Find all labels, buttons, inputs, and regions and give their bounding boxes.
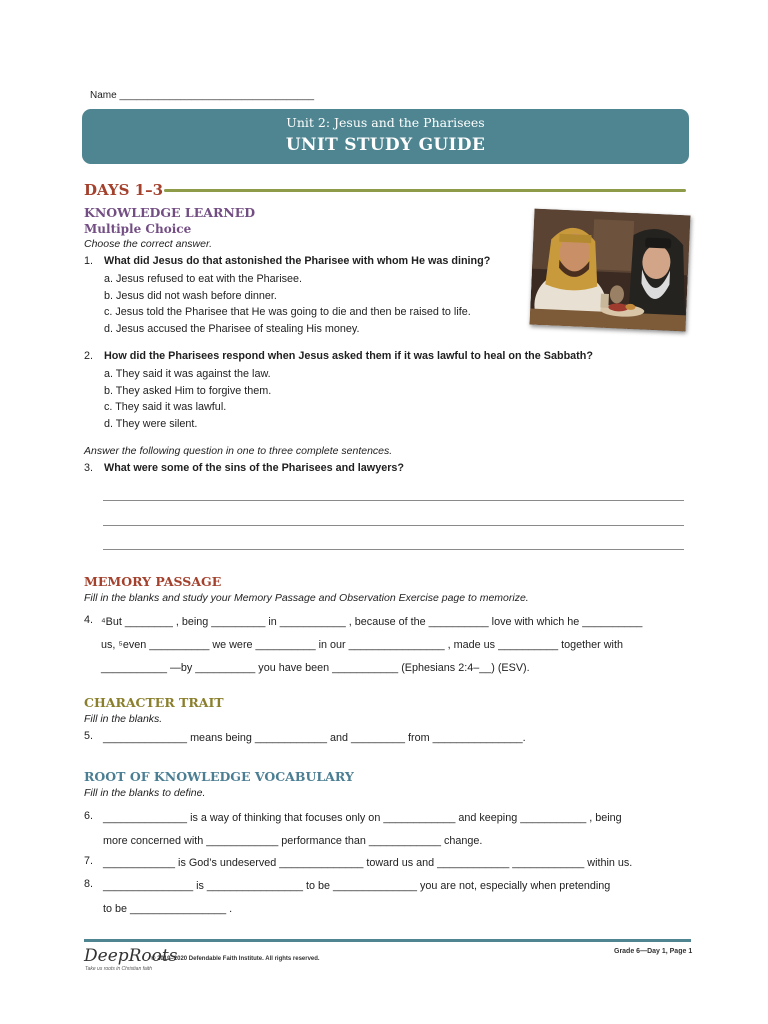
q8-number: 8. (84, 878, 94, 890)
character-trait-heading: CHARACTER TRAIT (84, 695, 224, 710)
memory-line-3[interactable]: ___________ —by __________ you have been ___________ (Ephesians 2:4–__) (ESV). (101, 662, 530, 674)
character-instruction: Fill in the blanks. (84, 713, 163, 725)
q1-option-c[interactable]: c. Jesus told the Pharisee that He was going to die and then be raised to life. (104, 306, 471, 318)
name-field[interactable]: Name ___________________________________ (90, 90, 315, 101)
page-title: UNIT STUDY GUIDE (285, 135, 486, 155)
q6-number: 6. (84, 810, 94, 822)
q2-number: 2. (84, 350, 94, 362)
vocabulary-instruction: Fill in the blanks to define. (84, 787, 206, 799)
days-heading: DAYS 1–3 (84, 181, 164, 199)
q7-number: 7. (84, 855, 94, 867)
q2-options (104, 366, 271, 432)
knowledge-heading: KNOWLEDGE LEARNED (84, 205, 256, 220)
q3-instruction: Answer the following question in one to three complete sentences. (84, 445, 393, 457)
q2-option-b[interactable]: b. They asked Him to forgive them. (104, 384, 272, 397)
answer-line[interactable] (103, 500, 684, 501)
q1-option-a[interactable]: a. Jesus refused to eat with the Pharisee. (104, 273, 303, 285)
title-banner (82, 109, 689, 164)
q1-option-b[interactable]: b. Jesus did not wash before dinner. (104, 289, 277, 302)
answer-line[interactable] (103, 549, 684, 550)
memory-passage-heading: MEMORY PASSAGE (84, 574, 222, 589)
q4-number: 4. (84, 614, 94, 626)
days-divider (164, 189, 686, 192)
q2-option-a[interactable]: a. They said it was against the law. (104, 368, 271, 380)
character-line[interactable]: ______________ means being ____________ and _________ from _______________. (103, 732, 526, 744)
q1-number: 1. (84, 255, 94, 267)
q1-options (104, 271, 471, 337)
vocab-line[interactable]: to be ________________ . (103, 903, 233, 915)
vocab-line[interactable]: ____________ is God’s undeserved ______________ toward us and ____________ ____________ within us. (103, 857, 633, 869)
logo-tagline: Take us roots in Christian faith (85, 966, 153, 972)
q1-text: What did Jesus do that astonished the Pharisee with whom He was dining? (104, 255, 491, 267)
memory-line-2[interactable]: us, ⁵even __________ we were __________ in our ________________ , made us __________ together with (101, 639, 623, 651)
memory-line-1[interactable]: ⁴But ________ , being _________ in ___________ , because of the __________ love with which he __________ (101, 616, 643, 628)
footer-divider (84, 939, 691, 942)
q3-number: 3. (84, 462, 94, 474)
vocab-line[interactable]: _______________ is ________________ to be ______________ you are not, especially when pretending (103, 880, 611, 892)
q2-text: How did the Pharisees respond when Jesus asked them if it was lawful to heal on the Sabbath? (104, 350, 593, 362)
mc-instruction: Choose the correct answer. (84, 238, 213, 250)
unit-title: Unit 2: Jesus and the Pharisees (286, 115, 485, 130)
q2-option-c[interactable]: c. They said it was lawful. (104, 401, 227, 413)
memory-instruction: Fill in the blanks and study your Memory Passage and Observation Exercise page to memorize. (84, 592, 529, 604)
deeproots-logo: DeepRoots (84, 946, 178, 966)
q5-number: 5. (84, 730, 94, 742)
vocab-line[interactable]: more concerned with ____________ performance than ____________ change. (103, 835, 483, 847)
copyright-notice: © 2019–2020 Defendable Faith Institute. All rights reserved. (151, 956, 320, 962)
q3-text: What were some of the sins of the Pharisees and lawyers? (104, 462, 405, 474)
page-info: Grade 6—Day 1, Page 1 (614, 948, 693, 955)
vocabulary-heading: ROOT OF KNOWLEDGE VOCABULARY (84, 769, 354, 784)
answer-line[interactable] (103, 525, 684, 526)
vocab-line[interactable]: ______________ is a way of thinking that focuses only on ____________ and keeping ___________ , being (103, 812, 622, 824)
q2-option-d[interactable]: d. They were silent. (104, 417, 198, 430)
jesus-and-pharisee-illustration (530, 209, 691, 332)
multiple-choice-subheading: Multiple Choice (84, 222, 192, 236)
q1-option-d[interactable]: d. Jesus accused the Pharisee of stealing His money. (104, 322, 360, 335)
